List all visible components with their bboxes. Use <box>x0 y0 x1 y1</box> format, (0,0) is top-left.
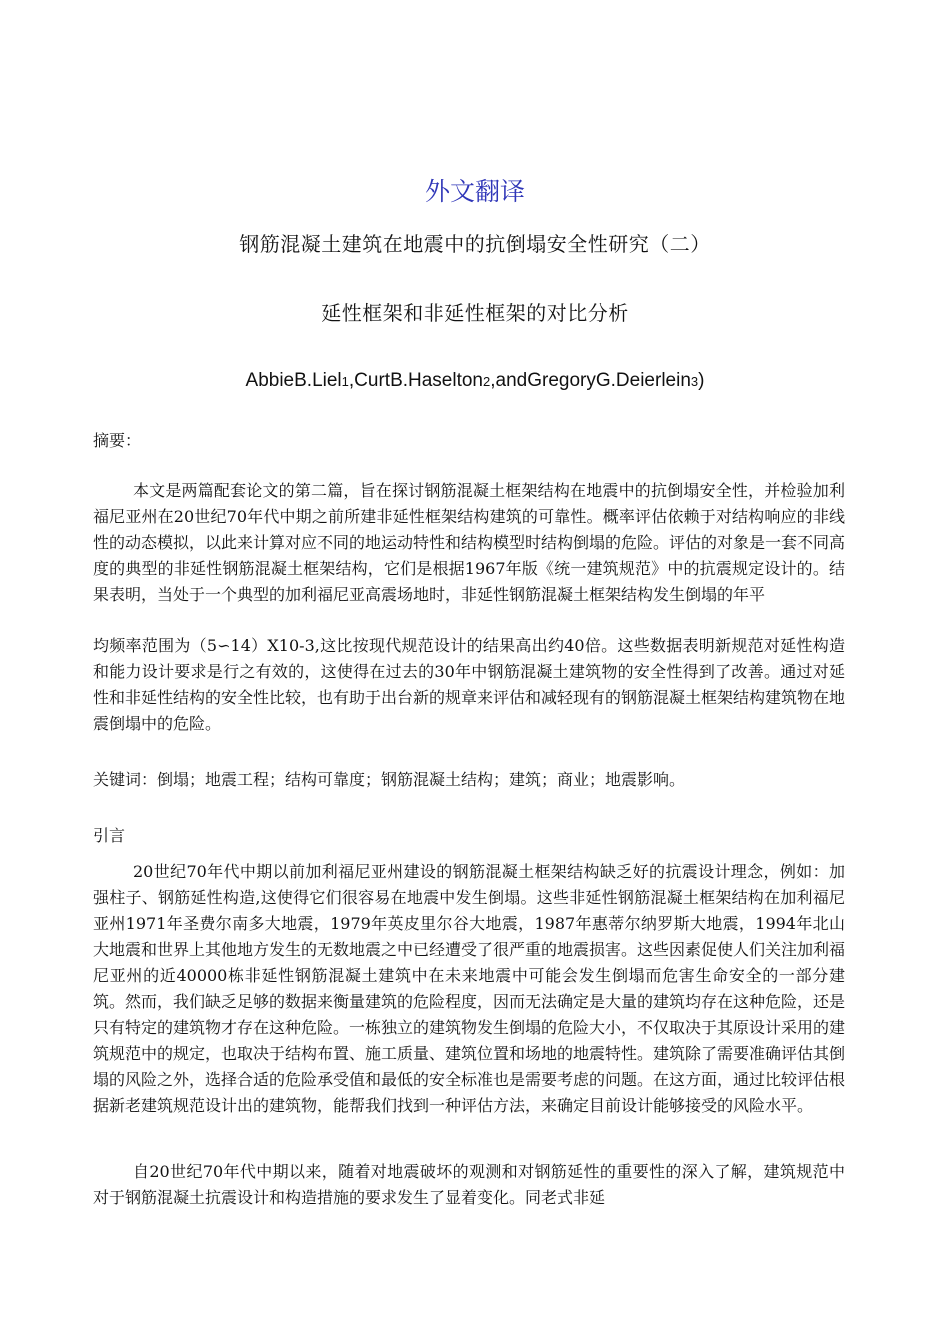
author-1-affiliation: 1 <box>341 374 349 389</box>
intro-heading: 引言 <box>93 826 126 845</box>
author-3-affiliation: 3 <box>690 374 699 389</box>
abstract-label: 摘要： <box>93 431 142 450</box>
author-3: ,andGregoryG.Deierlein <box>490 370 691 391</box>
article-subtitle: 延性框架和非延性框架的对比分析 <box>321 301 629 325</box>
intro-paragraph-1: 20世纪70年代中期以前加利福尼亚州建设的钢筋混凝土框架结构缺乏好的抗震设计理念，例如：加强柱子、钢筋延性构造,这使得它们很容易在地震中发生倒塌。这些非延性钢筋混凝土框架结构在加利福尼亚州1971年圣费尔南多大地震，1979年英皮里尔谷大地震，1987年惠蒂尔纳罗斯大地震，1994年北山大地震和世界上其他地方发生的无数地震之中已经遭受了很严重的地震损害。这些因素促使人们关注加利福尼亚州的近40000栋非延性钢筋混凝土建筑中在未来地震中可能会发生倒塌而危害生命安全的一部分建筑。然而，我们缺乏足够的数据来衡量建筑的危险程度，因而无法确定是大量的建筑均存在这种危险，还是只有特定的建筑物才存在这种危险。一栋独立的建筑物发生倒塌的危险大小，不仅取决于其原设计采用的建筑规范中的规定，也取决于结构布置、施工质量、建筑位置和场地的地震特性。建筑除了需要准确评估其倒塌的风险之外，选择合适的危险承受值和最低的安全标准也是需要考虑的问题。在这方面，通过比较评估根据新老建筑规范设计出的建筑物，能帮我们找到一种评估方法，来确定目前设计能够接受的风险水平。 <box>93 862 846 1115</box>
abstract-paragraph-2: 均频率范围为（5∽14）X10-3,这比按现代规范设计的结果高出约40倍。这些数据表明新规范对延性构造和能力设计要求是行之有效的，这使得在过去的30年中钢筋混凝土建筑物的安全性得到了改善。通过对延性和非延性结构的安全性比较，也有助于出台新的规章来评估和减轻现有的钢筋混凝土框架结构建筑物在地震倒塌中的危险。 <box>93 636 846 733</box>
author-1: AbbieB.Liel <box>245 370 342 391</box>
main-title: 外文翻译 <box>424 177 525 206</box>
authors-closing: ) <box>698 370 705 391</box>
intro-paragraph-2: 自20世纪70年代中期以来，随着对地震破坏的观测和对钢筋延性的重要性的深入了解，建筑规范中对于钢筋混凝土抗震设计和构造措施的要求发生了显着变化。同老式非延 <box>93 1162 845 1207</box>
article-title: 钢筋混凝土建筑在地震中的抗倒塌安全性研究（二） <box>239 232 711 256</box>
author-2: ,CurtB.Haselton <box>348 370 484 391</box>
abstract-paragraph-1: 本文是两篇配套论文的第二篇，旨在探讨钢筋混凝土框架结构在地震中的抗倒塌安全性，并检验加利福尼亚州在20世纪70年代中期之前所建非延性框架结构建筑的可靠性。概率评估依赖于对结构响应的非线性的动态模拟，以此来计算对应不同的地运动特性和结构模型时结构倒塌的危险。评估的对象是一套不同高度的典型的非延性钢筋混凝土框架结构，它们是根据1967年版《统一建筑规范》中的抗震规定设计的。结果表明，当处于一个典型的加利福尼亚高震场地时，非延性钢筋混凝土框架结构发生倒塌的年平 <box>93 481 846 604</box>
authors-line <box>0 366 950 397</box>
author-2-affiliation: 2 <box>483 374 491 389</box>
keywords: 关键词：倒塌；地震工程；结构可靠度；钢筋混凝土结构；建筑；商业；地震影响。 <box>93 770 686 789</box>
